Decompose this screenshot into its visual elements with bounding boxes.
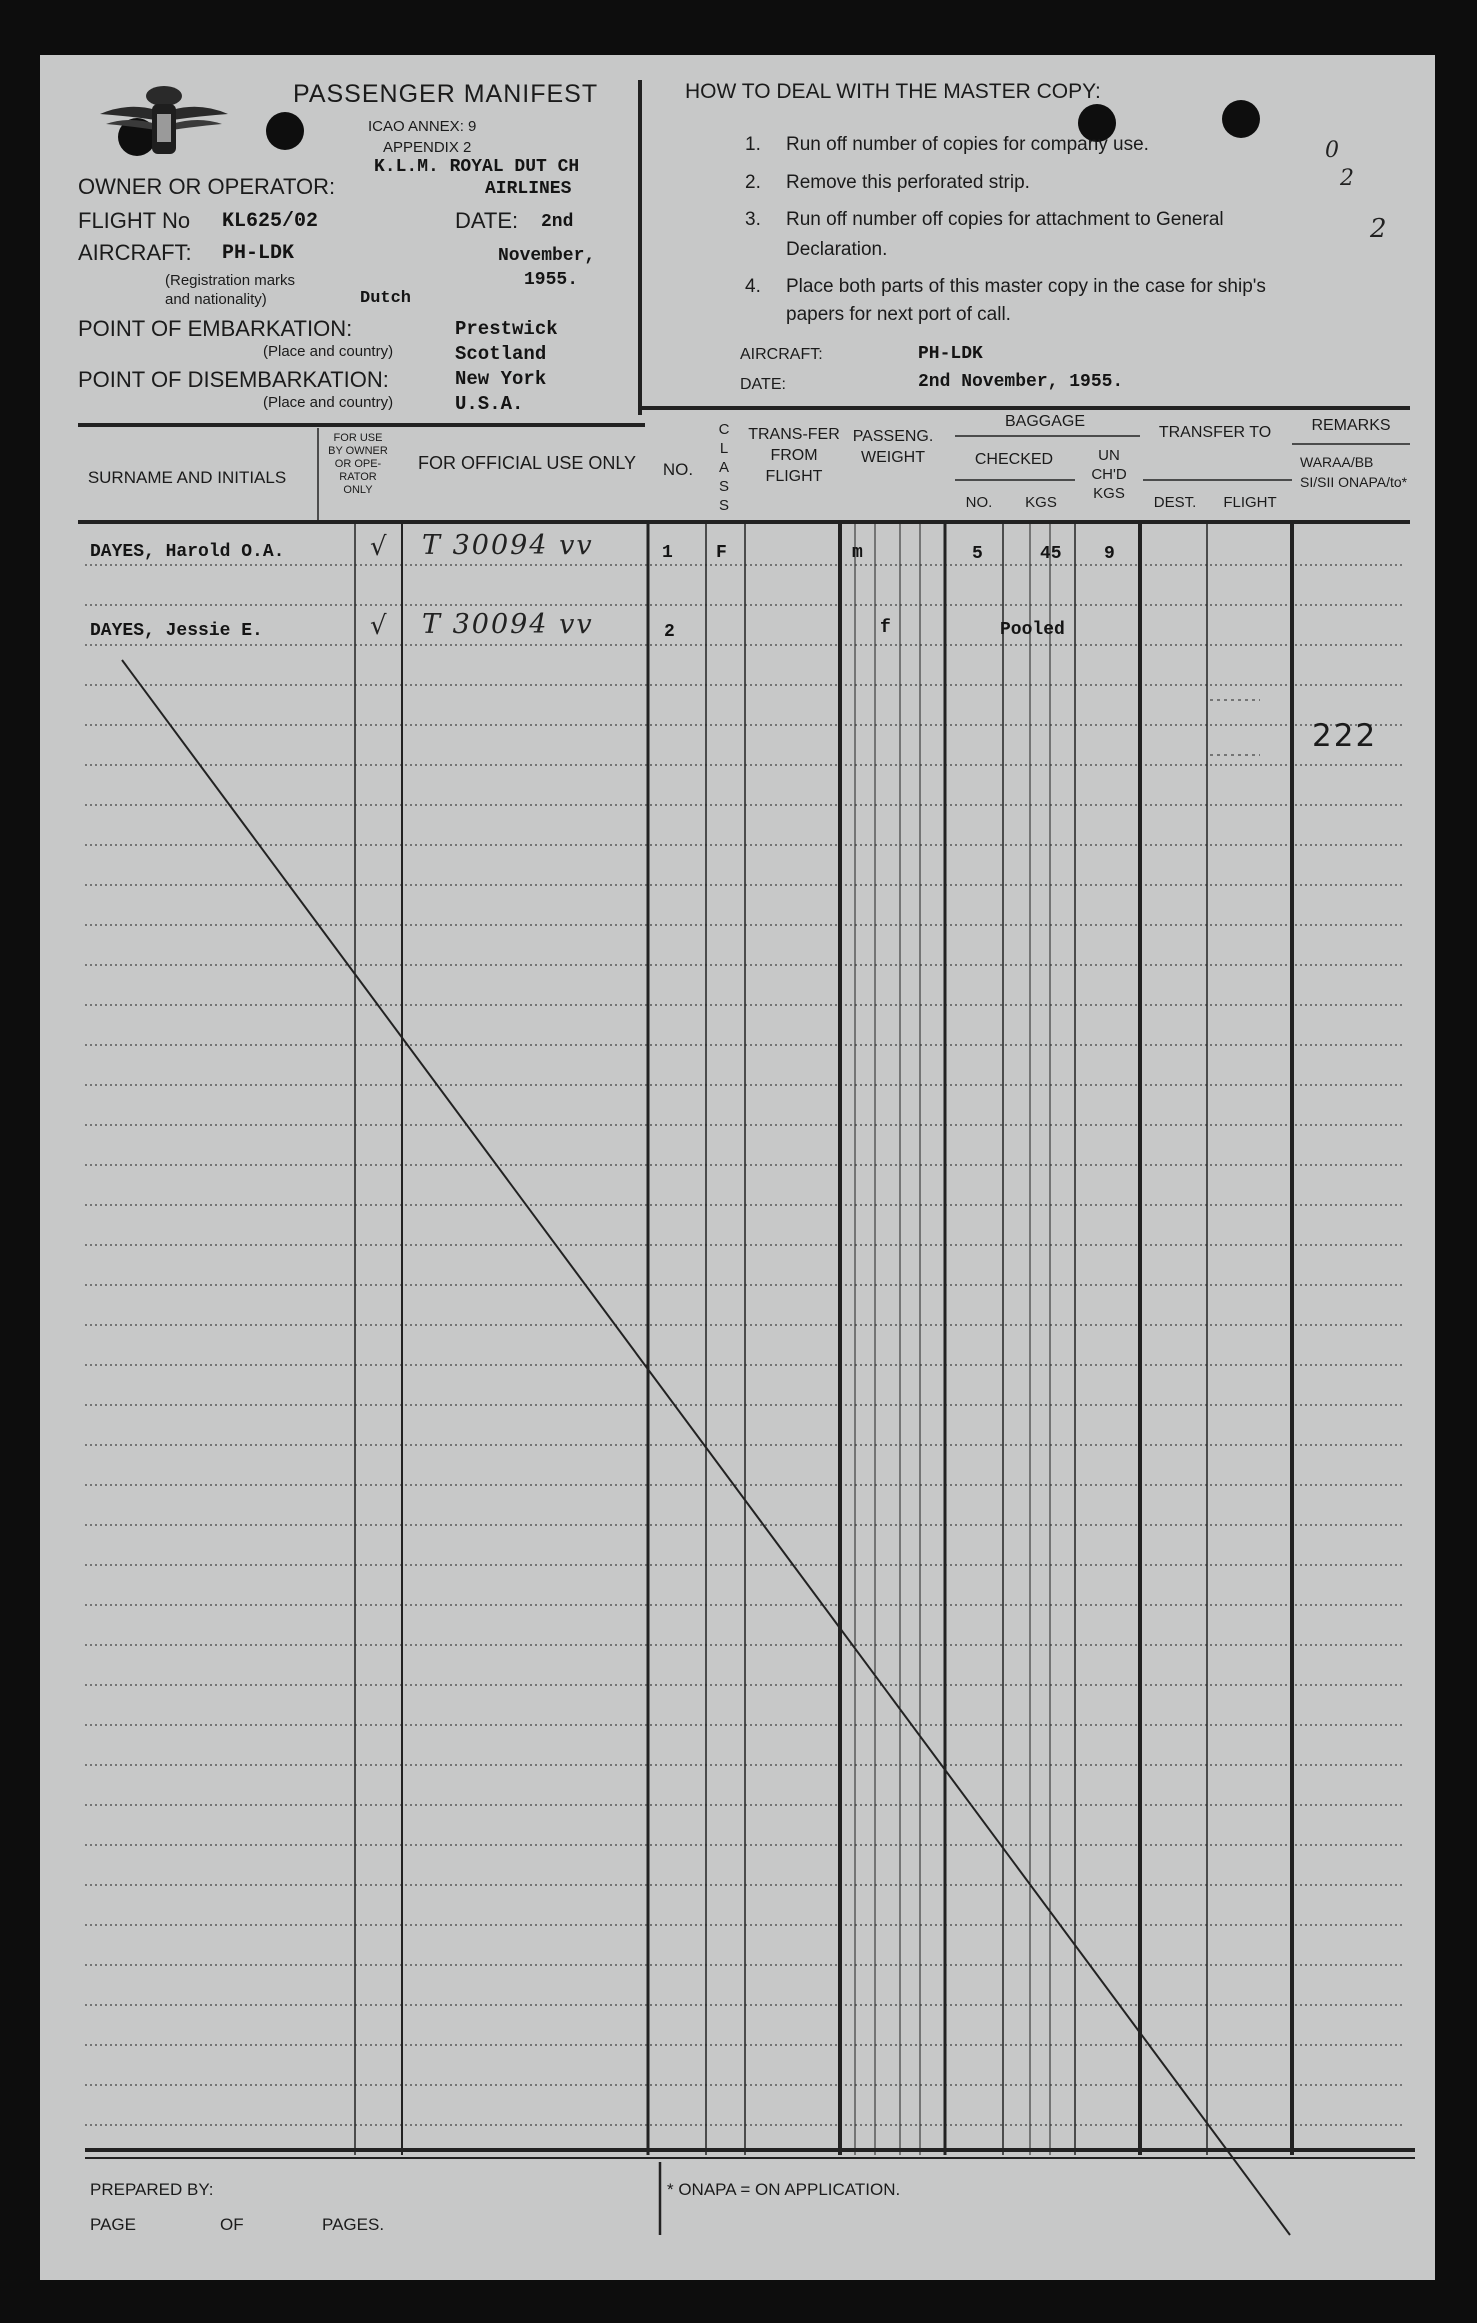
col-transfer-flight-header: FLIGHT — [1223, 494, 1277, 511]
registration-note: (Registration marks — [165, 272, 296, 289]
col-unchecked-header: UN CH'D KGS — [1091, 447, 1127, 502]
instructions-title: HOW TO DEAL WITH THE MASTER COPY: — [685, 80, 1101, 103]
instruction-text: papers for next port of call. — [786, 304, 1011, 325]
col-remarks-header: REMARKS — [1311, 417, 1391, 434]
disembarkation-value-2: U.S.A. — [455, 393, 524, 415]
col-checked-header: CHECKED — [974, 451, 1054, 468]
official-entry: T 30094 vv — [422, 530, 594, 561]
unchecked-kgs: 9 — [1104, 544, 1115, 564]
margin-mark: 0 — [1325, 138, 1339, 163]
baggage-note: Pooled — [1000, 620, 1065, 640]
prepared-by-label: PREPARED BY: — [90, 2180, 214, 2199]
date-value-right: 2nd November, 1955. — [918, 372, 1124, 392]
owner-check-mark: √ — [370, 532, 387, 562]
col-transfer-from-header: TRANS-FER FROM FLIGHT — [748, 426, 840, 485]
baggage-no: 5 — [972, 544, 983, 564]
owner-value-1: K.L.M. ROYAL DUT CH — [374, 157, 580, 177]
instruction-text: Declaration. — [786, 239, 888, 260]
instruction-text: Run off number off copies for attachment to General — [786, 209, 1224, 230]
col-surname-header: SURNAME AND INITIALS — [87, 468, 287, 487]
embarkation-label: POINT OF EMBARKATION: — [78, 316, 353, 341]
col-checked-no-header: NO. — [965, 494, 993, 511]
aircraft-label: AIRCRAFT: — [78, 240, 192, 265]
date-label: DATE: — [455, 208, 519, 233]
passenger-no: 2 — [664, 622, 675, 642]
remarks-number: 222 — [1312, 718, 1378, 754]
passenger-weight: m — [852, 543, 863, 563]
passenger-surname: DAYES, Jessie E. — [90, 621, 263, 641]
passenger-class: F — [716, 543, 727, 563]
aircraft-value: PH-LDK — [222, 242, 295, 265]
appendix: APPENDIX 2 — [383, 139, 472, 156]
embarkation-value-1: Prestwick — [455, 318, 558, 340]
col-transfer-dest-header: DEST. — [1153, 494, 1197, 511]
col-owner-use-header: FOR USE BY OWNER OR OPE-RATOR ONLY — [328, 432, 388, 496]
registration-note: and nationality) — [165, 291, 267, 308]
date-label-right: DATE: — [740, 376, 786, 393]
col-class-header: C L A S S — [718, 421, 730, 514]
form-title: PASSENGER MANIFEST — [293, 80, 599, 108]
col-official-use-header: FOR OFFICIAL USE ONLY — [417, 453, 637, 473]
baggage-kgs: 45 — [1040, 544, 1062, 564]
aircraft-label-right: AIRCRAFT: — [740, 346, 823, 363]
col-baggage-header: BAGGAGE — [1004, 413, 1086, 430]
flight-label: FLIGHT No — [78, 208, 191, 233]
passenger-surname: DAYES, Harold O.A. — [90, 542, 285, 562]
passenger-weight: f — [880, 618, 891, 638]
page-label: PAGE — [90, 2215, 136, 2234]
place-country-note: (Place and country) — [263, 394, 394, 411]
place-country-note: (Place and country) — [263, 343, 394, 360]
instruction-text: Run off number of copies for company use. — [786, 134, 1149, 155]
col-weight-header: PASSENG. WEIGHT — [852, 428, 934, 466]
date-value-3: 1955. — [524, 270, 579, 290]
margin-mark: 2 — [1340, 166, 1354, 191]
owner-value-2: AIRLINES — [485, 179, 572, 199]
instruction-num: 4. — [745, 276, 761, 297]
embarkation-value-2: Scotland — [455, 343, 547, 365]
passenger-no: 1 — [662, 543, 673, 563]
instruction-num: 2. — [745, 172, 761, 193]
disembarkation-label: POINT OF DISEMBARKATION: — [78, 367, 389, 392]
of-label: OF — [220, 2215, 244, 2234]
onapa-note: * ONAPA = ON APPLICATION. — [667, 2180, 901, 2199]
instruction-text: Place both parts of this master copy in the case for ship's — [786, 276, 1266, 297]
flight-value: KL625/02 — [222, 210, 319, 233]
nationality-value: Dutch — [360, 289, 412, 308]
col-checked-kgs-header: KGS — [1025, 494, 1057, 511]
col-no-header: NO. — [662, 460, 694, 479]
aircraft-value-right: PH-LDK — [918, 344, 983, 364]
col-transfer-to-header: TRANSFER TO — [1158, 424, 1272, 441]
owner-label: OWNER OR OPERATOR: — [78, 174, 336, 199]
owner-check-mark: √ — [370, 611, 387, 641]
margin-mark: 2 — [1370, 214, 1387, 244]
instruction-num: 1. — [745, 134, 761, 155]
instruction-num: 3. — [745, 209, 761, 230]
date-value-1: 2nd — [541, 212, 574, 232]
instruction-text: Remove this perforated strip. — [786, 172, 1030, 193]
icao-annex: ICAO ANNEX: 9 — [368, 118, 477, 135]
pages-label: PAGES. — [322, 2215, 385, 2234]
col-remarks-codes: WARAA/BB SI/SII ONAPA/to* — [1300, 454, 1408, 490]
disembarkation-value-1: New York — [455, 368, 547, 390]
official-entry: T 30094 vv — [422, 609, 594, 640]
date-value-2: November, — [498, 246, 596, 266]
